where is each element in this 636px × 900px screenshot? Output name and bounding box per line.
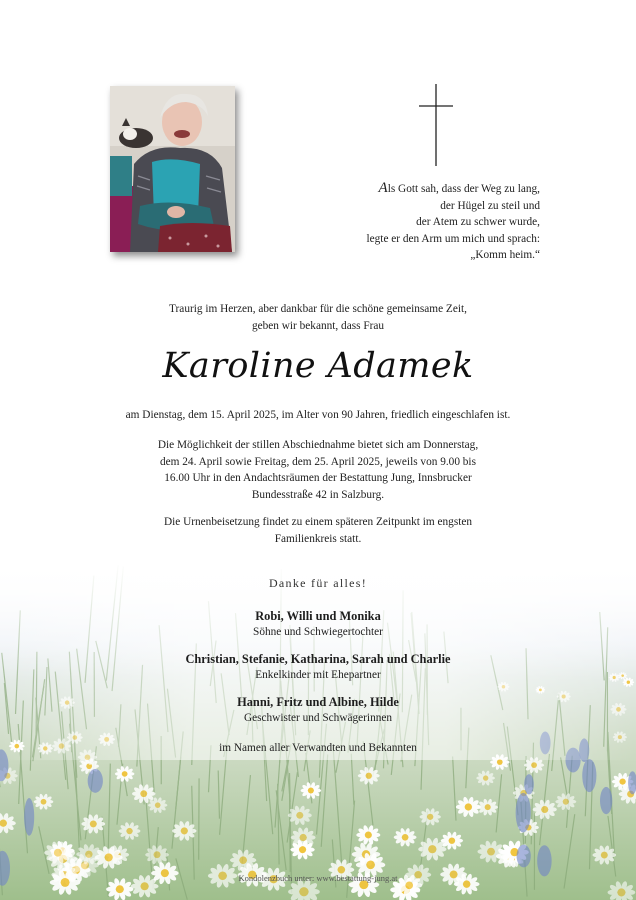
mourner-relation: Enkelkinder mit Ehepartner	[255, 669, 381, 681]
deceased-name: Karoline Adamek	[162, 346, 474, 386]
mourner-names: Christian, Stefanie, Katharina, Sarah und Charlie	[185, 652, 451, 666]
poem-line-4: legte er den Arm um mich und sprach:	[366, 232, 540, 245]
poem-line-1-text: ls Gott sah, dass der Weg zu lang,	[387, 183, 540, 195]
mourner-group	[0, 694, 636, 726]
mourner-names: Robi, Willi und Monika	[255, 609, 381, 623]
viewing-line-1: Die Möglichkeit der stillen Abschiednahme bietet sich am Donnerstag,	[157, 439, 479, 451]
poem	[300, 180, 540, 264]
thanks-heading: Danke für alles!	[268, 576, 368, 590]
viewing-line-2: dem 24. April sowie Freitag, dem 25. April 2025, jeweils von 9.00 bis	[160, 455, 476, 468]
viewing-info	[0, 437, 636, 503]
urn-info	[0, 514, 636, 547]
closing-line: im Namen aller Verwandten und Bekannten	[219, 742, 417, 754]
viewing-line-4: Bundesstraße 42 in Salzburg.	[251, 488, 385, 501]
poem-line-1	[300, 180, 540, 198]
urn-line-2: Familienkreis statt.	[274, 532, 362, 545]
portrait-photo	[110, 86, 235, 252]
poem-line-2: der Hügel zu steil und	[440, 199, 540, 212]
intro-line-1: Traurig im Herzen, aber dankbar für die schöne gemeinsame Zeit,	[169, 303, 467, 315]
intro-text	[0, 301, 636, 335]
mourner-group	[0, 608, 636, 640]
mourner-group	[0, 651, 636, 683]
mourner-relation: Geschwister und Schwägerinnen	[243, 712, 393, 724]
death-info: am Dienstag, dem 15. April 2025, im Alter von 90 Jahren, friedlich eingeschlafen ist.	[125, 409, 511, 421]
intro-line-2: geben wir bekannt, dass Frau	[251, 320, 385, 332]
poem-line-3: der Atem zu schwer wurde,	[416, 216, 540, 228]
mourner-names: Hanni, Fritz und Albine, Hilde	[237, 695, 399, 709]
condolence-link[interactable]: Kondolenzbuch unter: www.bestattung-jung.at	[238, 873, 398, 883]
viewing-line-3: 16.00 Uhr in den Andachtsräumen der Bestattung Jung, Innsbrucker	[164, 472, 472, 485]
urn-line-1: Die Urnenbeisetzung findet zu einem späteren Zeitpunkt im engsten	[163, 516, 473, 528]
poem-initial: A	[378, 180, 388, 196]
mourner-relation: Söhne und Schwiegertochter	[253, 626, 383, 638]
cross-icon	[418, 84, 454, 166]
poem-line-5: „Komm heim.“	[470, 249, 540, 261]
